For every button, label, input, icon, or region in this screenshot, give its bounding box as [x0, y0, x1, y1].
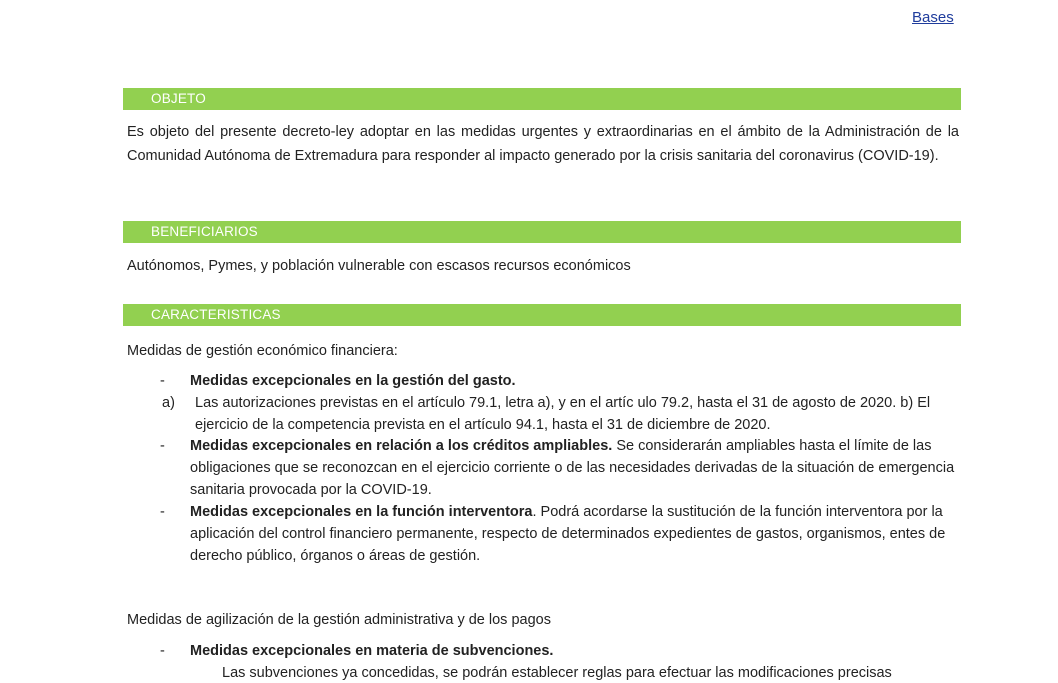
section-header-beneficiarios: BENEFICIARIOS: [123, 221, 961, 243]
bases-link[interactable]: Bases: [912, 9, 954, 26]
item-text: Se considerarán ampliables hasta el límite de las obligaciones que se reconozcan en el ejercicio corriente o de las necesidades derivadas de la situación de emergencia sanitaria provocada por la COVID-19.: [190, 438, 955, 498]
subvenciones-text: Las subvenciones ya concedidas, se podrán establecer reglas para efectuar las modificaciones precisas: [222, 665, 892, 681]
list-bullet: -: [160, 438, 165, 454]
section-header-caracteristicas: CARACTERISTICAS: [123, 304, 961, 326]
item-title: Medidas excepcionales en relación a los créditos ampliables.: [190, 438, 613, 454]
list-bullet: -: [160, 643, 165, 659]
list-bullet: -: [160, 373, 165, 389]
beneficiarios-text: Autónomos, Pymes, y población vulnerable con escasos recursos económicos: [127, 258, 631, 274]
group-heading-agilizacion: Medidas de agilización de la gestión administrativa y de los pagos: [127, 612, 551, 628]
objeto-text: Es objeto del presente decreto-ley adoptar en las medidas urgentes y extraordinarias en el ámbito de la Administración de la Comunidad Autónoma de Extremadura para responder al impacto generado por la crisis sanitaria del coronavirus (COVID-19).: [127, 124, 959, 164]
section-header-objeto: OBJETO: [123, 88, 961, 110]
group-heading-gestion-financiera: Medidas de gestión económico financiera:: [127, 343, 398, 359]
item-title: Medidas excepcionales en la función interventora: [190, 504, 533, 520]
item-title: Medidas excepcionales en materia de subvenciones.: [190, 643, 554, 659]
list-item-funcion-interventora: [190, 501, 960, 567]
list-item-creditos-ampliables: [190, 435, 960, 501]
item-text: . Podrá acordarse la sustitución de la función interventora por la aplicación del control financiero permanente, respecto de determinados expedientes de gastos, organismos, entes de derecho público, órganos o áreas de gestión.: [190, 504, 946, 564]
sub-item-a: Las autorizaciones previstas en el artículo 79.1, letra a), y en el artíc ulo 79.2, hasta el 31 de agosto de 2020. b) El ejercicio de la competencia prevista en el artículo 94.1, hasta el 31 de diciembre de 2020.: [195, 395, 931, 433]
list-bullet: -: [160, 504, 165, 520]
list-item-gestion-gasto: [190, 370, 960, 392]
list-item-subvenciones: [190, 640, 960, 662]
list-letter-a: a): [162, 395, 175, 411]
item-title: Medidas excepcionales en la gestión del gasto.: [190, 373, 516, 389]
